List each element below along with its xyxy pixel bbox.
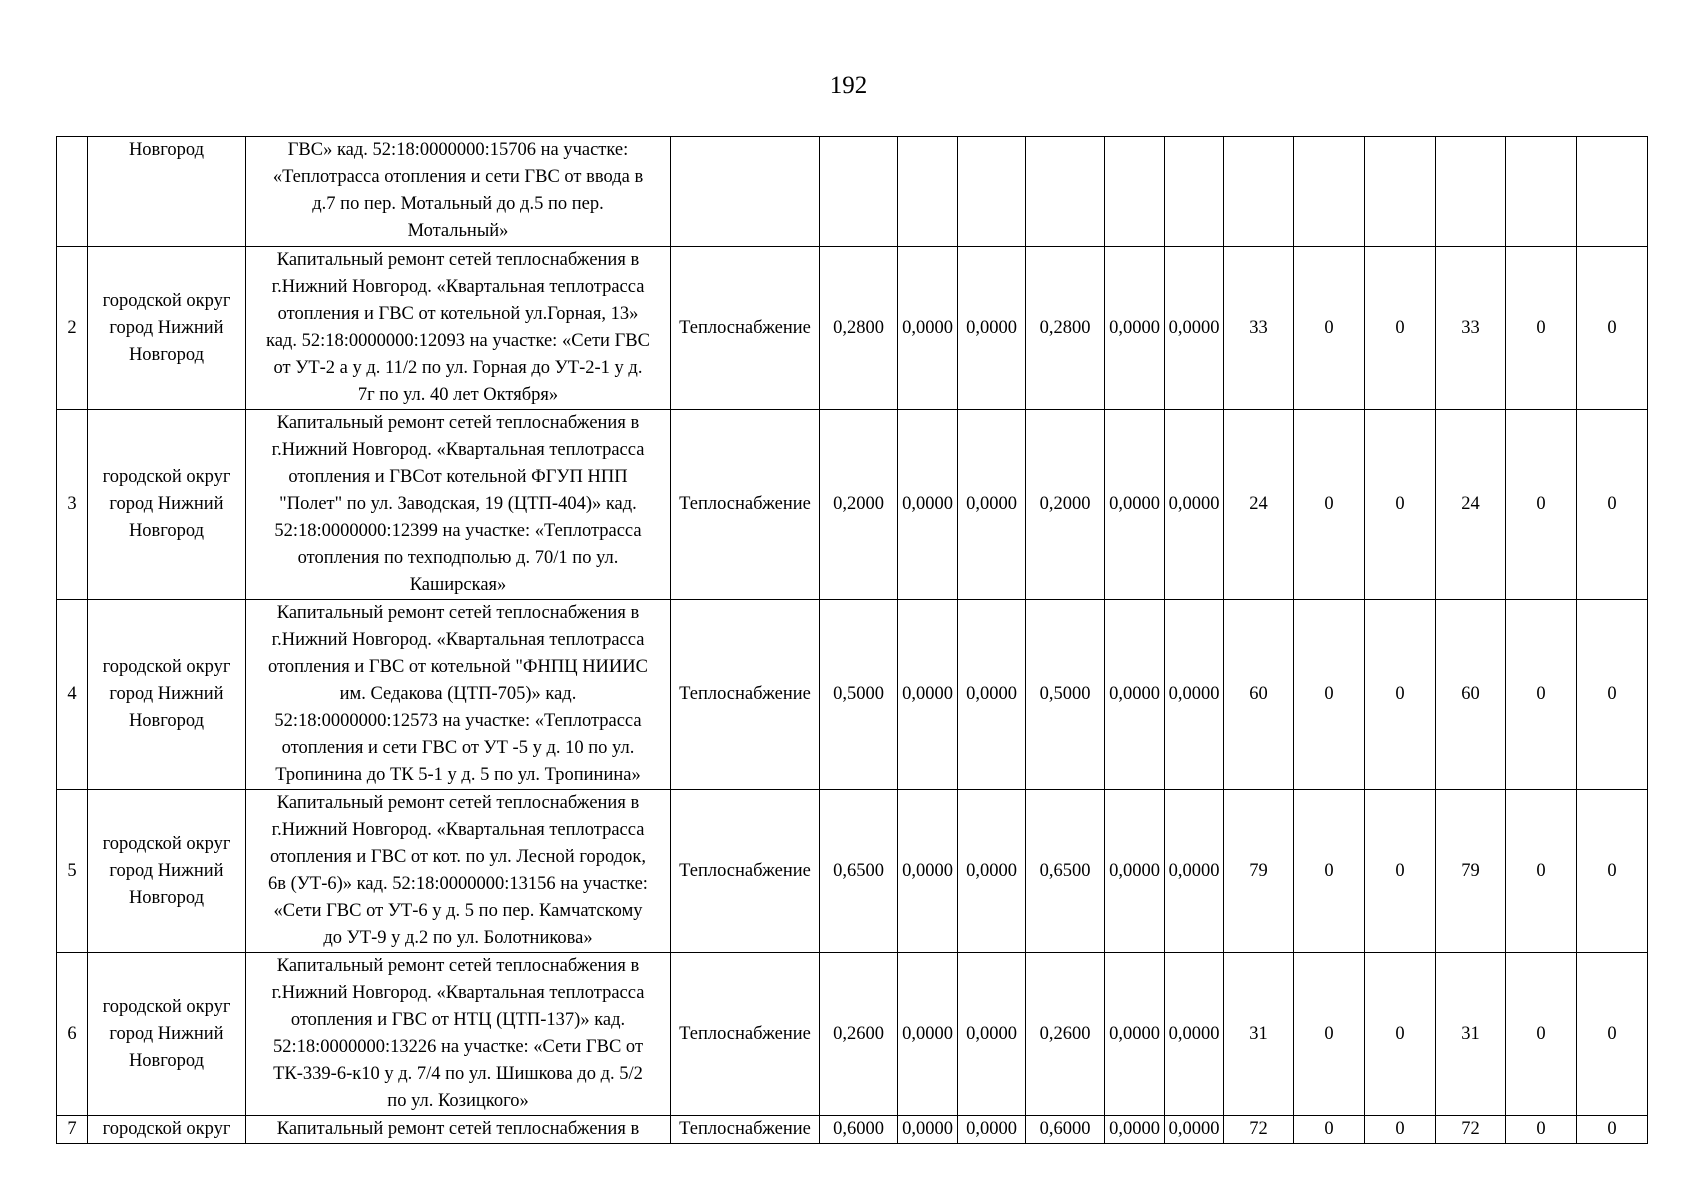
cell-n5: 0 [1506,600,1577,790]
cell-v2: 0,0000 [898,1116,958,1144]
cell-n4: 72 [1436,1116,1506,1144]
cell-v1: 0,2800 [820,247,898,410]
cell-v5: 0,0000 [1105,410,1165,600]
cell-v3: 0,0000 [958,410,1026,600]
table-row [57,600,1648,790]
cell-v2: 0,0000 [898,790,958,953]
cell-n2: 0 [1294,247,1365,410]
cell-description: Капитальный ремонт сетей теплоснабжения в г.Нижний Новгород. «Квартальная теплотрасса отопления и ГВС от кот. по ул. Лесной городок, 6в (УТ-6)» кад. 52:18:0000000:13156 на участке: «Сети ГВС от УТ-6 у д. 5 по пер. Камчатскому до УТ-9 у д.2 по ул. Болотникова» [246,790,671,953]
works-table [56,136,1648,1144]
cell-v6: 0,0000 [1165,247,1224,410]
cell-type: Теплоснабжение [671,1116,820,1144]
cell-n4: 24 [1436,410,1506,600]
cell-n6: 0 [1577,1116,1648,1144]
cell-type: Теплоснабжение [671,410,820,600]
cell-v3: 0,0000 [958,1116,1026,1144]
cell-type: Теплоснабжение [671,953,820,1116]
cell-v6: 0,0000 [1165,1116,1224,1144]
cell-num: 4 [57,600,88,790]
cell-num: 6 [57,953,88,1116]
cell-n1: 79 [1224,790,1294,953]
cell-n2: 0 [1294,790,1365,953]
cell-v5: 0,0000 [1105,600,1165,790]
cell-description: Капитальный ремонт сетей теплоснабжения в г.Нижний Новгород. «Квартальная теплотрасса отопления и ГВСот котельной ФГУП НПП "Полет" по ул. Заводская, 19 (ЦТП-404)» кад. 52:18:0000000:12399 на участке: «Теплотрасса отопления по техподполью д. 70/1 по ул. Каширская» [246,410,671,600]
cell-type: Теплоснабжение [671,790,820,953]
cell-description: Капитальный ремонт сетей теплоснабжения в г.Нижний Новгород. «Квартальная теплотрасса отопления и ГВС от котельной ул.Горная, 13» кад. 52:18:0000000:12093 на участке: «Сети ГВС от УТ-2 а у д. 11/2 по ул. Горная до УТ-2-1 у д. 7г по ул. 40 лет Октября» [246,247,671,410]
cell-n5: 0 [1506,953,1577,1116]
cell-n5: 0 [1506,410,1577,600]
cell-v2: 0,0000 [898,953,958,1116]
cell-n6: 0 [1577,247,1648,410]
cell-description: Капитальный ремонт сетей теплоснабжения в г.Нижний Новгород. «Квартальная теплотрасса отопления и ГВС от котельной "ФНПЦ НИИИС им. Седакова (ЦТП-705)» кад. 52:18:0000000:12573 на участке: «Теплотрасса отопления и сети ГВС от УТ -5 у д. 10 по ул. Тропинина до ТК 5-1 у д. 5 по ул. Тропинина» [246,600,671,790]
cell-v3: 0,0000 [958,953,1026,1116]
cell-n1: 60 [1224,600,1294,790]
cell-description: Капитальный ремонт сетей теплоснабжения в [246,1116,671,1144]
cell-n6: 0 [1577,600,1648,790]
cell-v4: 0,6000 [1026,1116,1105,1144]
cell-v3: 0,0000 [958,790,1026,953]
cell-municipality: городской округ город Нижний Новгород [88,247,246,410]
cell-v4: 0,6500 [1026,790,1105,953]
cell-municipality: городской округ город Нижний Новгород [88,600,246,790]
cell-n4: 33 [1436,247,1506,410]
cell-n1: 33 [1224,247,1294,410]
cell-type: Теплоснабжение [671,247,820,410]
cell-n2: 0 [1294,1116,1365,1144]
cell-n5: 0 [1506,247,1577,410]
cell-n3: 0 [1365,410,1436,600]
cell-v4: 0,5000 [1026,600,1105,790]
cell-v6: 0,0000 [1165,790,1224,953]
table-row [57,790,1648,953]
cell-n3: 0 [1365,1116,1436,1144]
cell-n3: 0 [1365,953,1436,1116]
cell-v2: 0,0000 [898,247,958,410]
cell-num: 5 [57,790,88,953]
table-row [57,410,1648,600]
cell-n3: 0 [1365,247,1436,410]
cell-n1: 31 [1224,953,1294,1116]
cell-n2: 0 [1294,410,1365,600]
cell-n1: 24 [1224,410,1294,600]
page-number: 192 [829,72,868,99]
cell-v1: 0,5000 [820,600,898,790]
cell-num: 3 [57,410,88,600]
cell-n2: 0 [1294,953,1365,1116]
cell-v6: 0,0000 [1165,953,1224,1116]
table-row [57,953,1648,1116]
cell-v6: 0,0000 [1165,410,1224,600]
table-row [57,247,1648,410]
cell-municipality: городской округ город Нижний Новгород [88,953,246,1116]
cell-num: 7 [57,1116,88,1144]
cell-v3: 0,0000 [958,247,1026,410]
cell-num: 2 [57,247,88,410]
cell-v2: 0,0000 [898,410,958,600]
table-row [57,1116,1648,1144]
cell-v4: 0,2000 [1026,410,1105,600]
cell-n2: 0 [1294,600,1365,790]
cell-n5: 0 [1506,1116,1577,1144]
cell-v1: 0,2600 [820,953,898,1116]
cell-v1: 0,2000 [820,410,898,600]
cell-v6: 0,0000 [1165,600,1224,790]
cell-v1: 0,6500 [820,790,898,953]
cell-n3: 0 [1365,790,1436,953]
cell-description: Капитальный ремонт сетей теплоснабжения в г.Нижний Новгород. «Квартальная теплотрасса отопления и ГВС от НТЦ (ЦТП-137)» кад. 52:18:0000000:13226 на участке: «Сети ГВС от ТК-339-6-к10 у д. 7/4 по ул. Шишкова до д. 5/2 по ул. Козицкого» [246,953,671,1116]
cell-v1: 0,6000 [820,1116,898,1144]
cell-municipality: городской округ [88,1116,246,1144]
cell-n4: 31 [1436,953,1506,1116]
cell-n6: 0 [1577,953,1648,1116]
cell-municipality: городской округ город Нижний Новгород [88,790,246,953]
cell-num [57,137,88,247]
cell-description: ГВС» кад. 52:18:0000000:15706 на участке: «Теплотрасса отопления и сети ГВС от ввода в д.7 по пер. Мотальный до д.5 по пер. Мотальный» [246,137,671,247]
cell-v3: 0,0000 [958,600,1026,790]
cell-n3: 0 [1365,600,1436,790]
cell-n4: 60 [1436,600,1506,790]
cell-n6: 0 [1577,410,1648,600]
cell-v5: 0,0000 [1105,1116,1165,1144]
cell-n4: 79 [1436,790,1506,953]
cell-n6: 0 [1577,790,1648,953]
cell-v5: 0,0000 [1105,247,1165,410]
table-row [57,137,1648,247]
cell-v2: 0,0000 [898,600,958,790]
cell-n5: 0 [1506,790,1577,953]
cell-municipality: Новгород [88,137,246,247]
cell-n1: 72 [1224,1116,1294,1144]
cell-municipality: городской округ город Нижний Новгород [88,410,246,600]
cell-v4: 0,2800 [1026,247,1105,410]
cell-v5: 0,0000 [1105,953,1165,1116]
cell-type: Теплоснабжение [671,600,820,790]
cell-v4: 0,2600 [1026,953,1105,1116]
cell-v5: 0,0000 [1105,790,1165,953]
